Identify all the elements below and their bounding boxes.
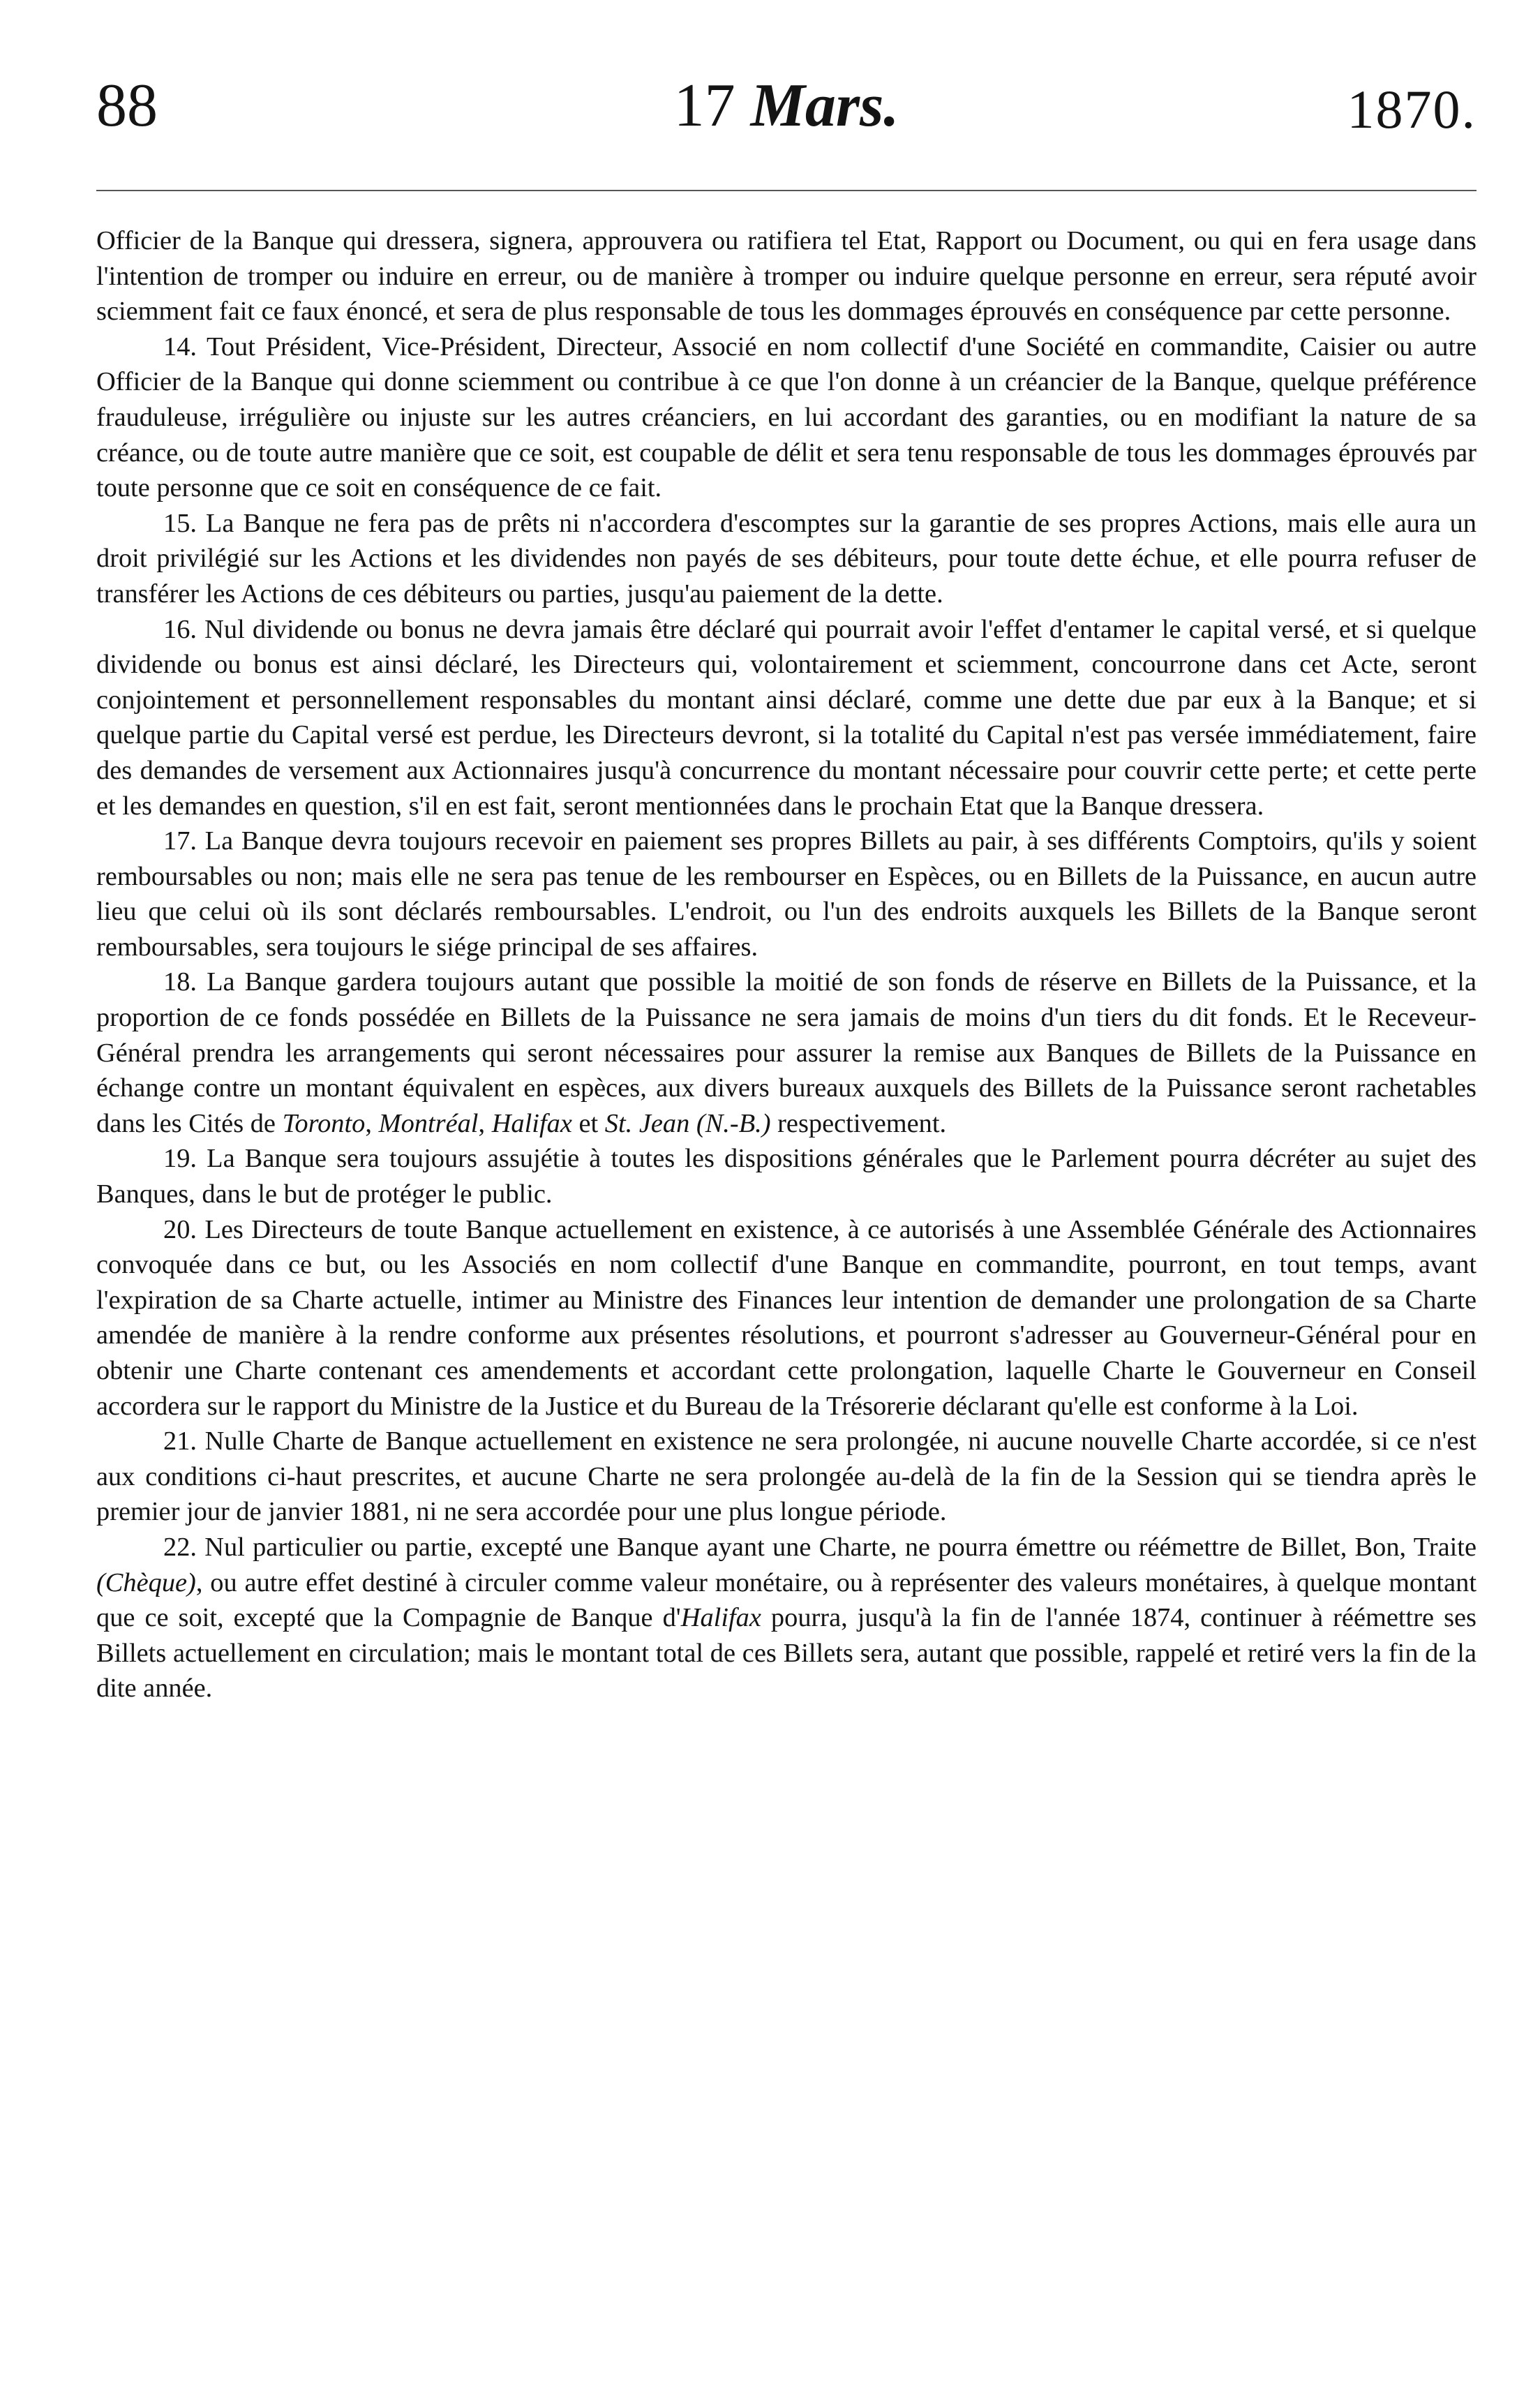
paragraph-number: 14. xyxy=(163,331,197,362)
paragraph-17 xyxy=(96,823,1477,964)
paragraph-text: , ou autre effet destiné à circuler comme valeur monétaire, ou à représenter des valeurs monétaires, à quelque montant que ce soit, excepté que la Compagnie de Banque d' xyxy=(96,1567,1477,1633)
paragraph-22 xyxy=(96,1530,1477,1706)
paragraph-text: La Banque devra toujours recevoir en paiement ses propres Billets au pair, à ses différents Comptoirs, qu'ils y soient remboursables ou non; mais elle ne sera pas tenue de les rembourser en Espèces, ou en Billets de la Puissance, en aucun autre lieu que celui où ils sont déclarés remboursables. L'endroit, ou l'un des endroits auxquels les Billets de la Banque seront remboursables, sera toujours le siége principal de ses affaires. xyxy=(96,826,1477,962)
paragraph-number: 18. xyxy=(163,967,197,997)
paragraph-number: 22. xyxy=(163,1532,197,1562)
body-text xyxy=(96,223,1477,1706)
paragraph-number: 16. xyxy=(163,614,197,644)
separator: , xyxy=(478,1108,486,1138)
paragraph-15 xyxy=(96,506,1477,612)
paragraph-16 xyxy=(96,612,1477,824)
paragraph-continuation xyxy=(96,223,1477,329)
place-name: St. Jean (N.-B.) xyxy=(604,1108,771,1138)
separator: , xyxy=(365,1108,372,1138)
paragraph-14 xyxy=(96,329,1477,506)
paragraph-text: Nul dividende ou bonus ne devra jamais être déclaré qui pourrait avoir l'effet d'entamer le capital versé, et si quelque dividende ou bonus est ainsi déclaré, les Directeurs qui, volontairement et sciemment, concourrone dans cet Acte, seront conjointement et personnellement responsables du montant ainsi déclaré, comme une dette due par eux à la Banque; et si quelque partie du Capital versé est perdue, les Directeurs devront, si la totalité du Capital n'est pas versée immédiatement, faire des demandes de versement aux Actionnaires jusqu'à concurrence du montant nécessaire pour couvrir cette perte; et cette perte et les demandes en question, s'il en est fait, seront mentionnées dans le prochain Etat que la Banque dressera. xyxy=(96,614,1477,821)
header-rule xyxy=(96,190,1477,191)
paragraph-18 xyxy=(96,964,1477,1141)
paragraph-text: Nulle Charte de Banque actuellement en existence ne sera prolongée, ni aucune nouvelle Charte accordée, si ce n'est aux conditions ci-haut prescrites, et aucune Charte ne sera prolongée au-delà de la fin de la Session qui se tiendra après le premier jour de janvier 1881, ni ne sera accordée pour une plus longue période. xyxy=(96,1426,1477,1527)
separator: et xyxy=(578,1108,599,1138)
paragraph-tail: respectivement. xyxy=(777,1108,947,1138)
paragraph-number: 20. xyxy=(163,1214,197,1244)
date-month: Mars. xyxy=(750,72,899,140)
paragraph-text: Les Directeurs de toute Banque actuellement en existence, à ce autorisés à une Assemblée Générale des Actionnaires convoquée dans ce but, ou les Associés en nom collectif d'une Banque en commandite, pourront, en tout temps, avant l'expiration de sa Charte actuelle, intimer au Ministre des Finances leur intention de demander une prolongation de sa Charte amendée de manière à la rendre conforme aux présentes résolutions, et pourront s'adresser au Gouverneur-Général pour en obtenir une Charte contenant ces amendements et accordant cette prolongation, laquelle Charte le Gouverneur en Conseil accordera sur le rapport du Ministre de la Justice et du Bureau de la Trésorerie déclarant qu'elle est conforme à la Loi. xyxy=(96,1214,1477,1421)
paragraph-text: Officier de la Banque qui dressera, signera, approuvera ou ratifiera tel Etat, Rapport ou Document, ou qui en fera usage dans l'intention de tromper ou induire en erreur, ou de manière à tromper ou induire quelque personne en erreur, sera réputé avoir sciemment fait ce faux énoncé, et sera de plus responsable de tous les dommages éprouvés en conséquence par cette personne. xyxy=(96,226,1477,327)
paragraph-text: Nul particulier ou partie, excepté une Banque ayant une Charte, ne pourra émettre ou réémettre de Billet, Bon, Traite xyxy=(204,1532,1477,1562)
running-header xyxy=(96,72,1477,152)
paragraph-text: Tout Président, Vice-Président, Directeur, Associé en nom collectif d'une Société en commandite, Caisier ou autre Officier de la Banque qui donne sciemment ou contribue à ce que l'on donne à un créancier de la Banque, quelque préférence frauduleuse, irrégulière ou injuste sur les autres créanciers, en lui accordant des garanties, ou en modifiant la nature de sa créance, ou de toute autre manière que ce soit, est coupable de délit et sera tenu responsable de tous les dommages éprouvés par toute personne que ce soit en conséquence de ce fait. xyxy=(96,331,1477,503)
place-name: Toronto xyxy=(282,1108,366,1138)
paragraph-number: 19. xyxy=(163,1144,197,1174)
paragraph-number: 21. xyxy=(163,1426,197,1456)
place-name: Montréal xyxy=(378,1108,479,1138)
italic-term: Halifax xyxy=(680,1603,761,1633)
running-title xyxy=(96,72,1477,140)
paragraph-number: 15. xyxy=(163,508,197,538)
place-name: Halifax xyxy=(491,1108,572,1138)
paragraph-19 xyxy=(96,1141,1477,1212)
year: 1870. xyxy=(1347,79,1477,140)
page-number: 88 xyxy=(96,72,158,140)
paragraph-text: La Banque ne fera pas de prêts ni n'accordera d'escomptes sur la garantie de ses propres Actions, mais elle aura un droit privilégié sur les Actions et les dividendes non payés de ses débiteurs, pour toute dette échue, et elle pourra refuser de transférer les Actions de ces débiteurs ou parties, jusqu'au paiement de la dette. xyxy=(96,508,1477,609)
paragraph-text: pourra, jusqu'à la fin de l'année 1874, continuer à réémettre ses Billets actuellement en circulation; mais le montant total de ces Billets sera, autant que possible, rappelé et retiré vers la fin de la dite année. xyxy=(96,1603,1477,1704)
date-day: 17 xyxy=(673,72,735,140)
paragraph-21 xyxy=(96,1424,1477,1530)
paragraph-text: La Banque sera toujours assujétie à toutes les dispositions générales que le Parlement pourra décréter au sujet des Banques, dans le but de protéger le public. xyxy=(96,1144,1477,1209)
paragraph-number: 17. xyxy=(163,826,197,856)
paragraph-20 xyxy=(96,1212,1477,1424)
italic-term: (Chèque) xyxy=(96,1567,196,1597)
paragraph-text: La Banque gardera toujours autant que possible la moitié de son fonds de réserve en Billets de la Puissance, et la proportion de ce fonds possédée en Billets de la Puissance ne sera jamais de moins d'un tiers du dit fonds. Et le Receveur-Général prendra les arrangements qui seront nécessaires pour assurer la remise aux Banques de Billets de la Puissance en échange contre un montant équivalent en espèces, aux divers bureaux auxquels des Billets de la Puissance seront rachetables dans les Cités de xyxy=(96,967,1477,1138)
